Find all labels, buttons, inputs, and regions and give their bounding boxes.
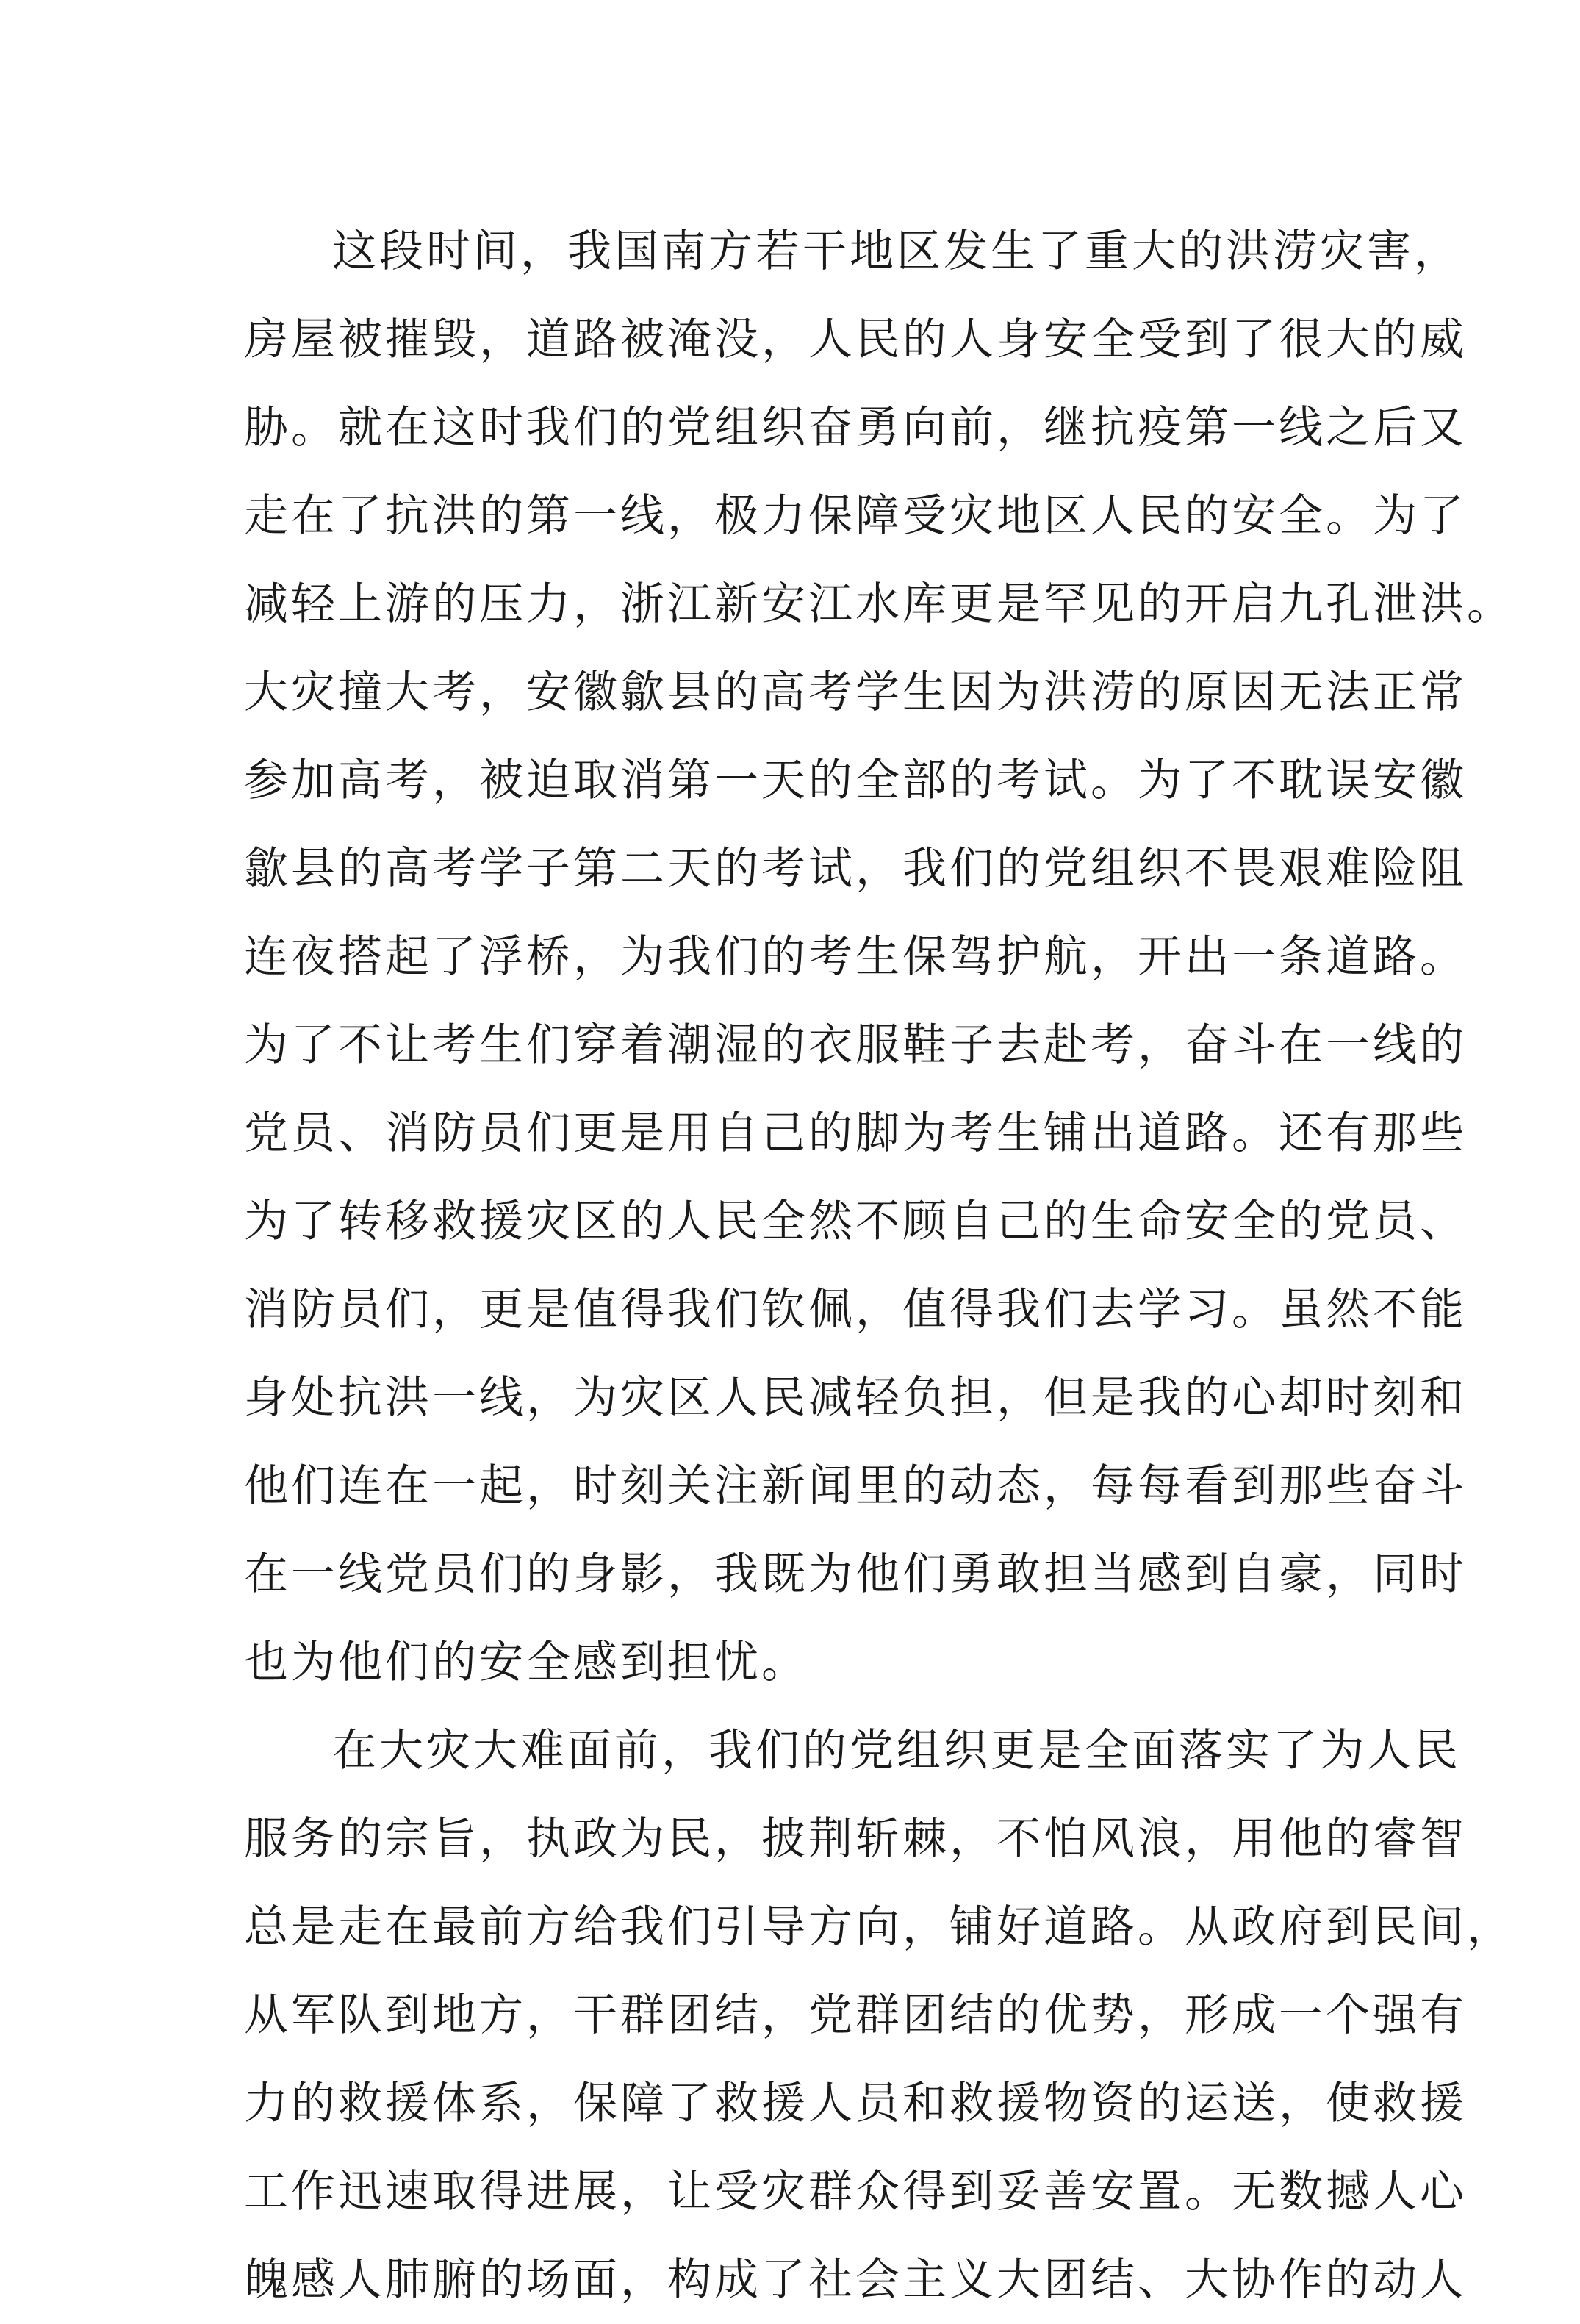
paragraph-1-line: 这段时间，我国南方若干地区发生了重大的洪涝灾害， xyxy=(332,226,1461,277)
paragraph-2-line: 从军队到地方，干群团结，党群团结的优势，形成一个强有 xyxy=(244,1990,1467,2041)
paragraph-1-line: 大灾撞大考，安徽歙县的高考学生因为洪涝的原因无法正常 xyxy=(244,667,1467,718)
paragraph-1-line: 胁。就在这时我们的党组织奋勇向前，继抗疫第一线之后又 xyxy=(244,402,1467,453)
paragraph-1-line: 身处抗洪一线，为灾区人民减轻负担，但是我的心却时刻和 xyxy=(244,1372,1467,1424)
paragraph-2-line: 总是走在最前方给我们引导方向，铺好道路。从政府到民间， xyxy=(244,1901,1514,1953)
paragraph-1-line: 他们连在一起，时刻关注新闻里的动态，每每看到那些奋斗 xyxy=(244,1460,1467,1512)
paragraph-1-line: 房屋被摧毁，道路被淹没，人民的人身安全受到了很大的威 xyxy=(244,314,1467,365)
paragraph-1-line: 为了转移救援灾区的人民全然不顾自己的生命安全的党员、 xyxy=(244,1196,1467,1247)
paragraph-1-line: 减轻上游的压力，浙江新安江水库更是罕见的开启九孔泄洪。 xyxy=(244,578,1514,630)
paragraph-1-line: 消防员们，更是值得我们钦佩，值得我们去学习。虽然不能 xyxy=(244,1284,1467,1335)
paragraph-2-line: 魄感人肺腑的场面，构成了社会主义大团结、大协作的动人 xyxy=(244,2254,1467,2306)
paragraph-1-line: 为了不让考生们穿着潮湿的衣服鞋子去赴考，奋斗在一线的 xyxy=(244,1019,1467,1071)
paragraph-2-line: 工作迅速取得进展，让受灾群众得到妥善安置。无数撼人心 xyxy=(244,2166,1467,2217)
paragraph-1-line: 歙县的高考学子第二天的考试，我们的党组织不畏艰难险阻 xyxy=(244,843,1467,894)
paragraph-1-line: 也为他们的安全感到担忧。 xyxy=(244,1637,808,1688)
paragraph-2-line: 在大灾大难面前，我们的党组织更是全面落实了为人民 xyxy=(332,1725,1461,1776)
body-text xyxy=(244,207,1514,2324)
paragraph-1-line: 在一线党员们的身影，我既为他们勇敢担当感到自豪，同时 xyxy=(244,1549,1467,1600)
paragraph-1-line: 连夜搭起了浮桥，为我们的考生保驾护航，开出一条道路。 xyxy=(244,931,1467,983)
paragraph-1-line: 党员、消防员们更是用自己的脚为考生铺出道路。还有那些 xyxy=(244,1108,1467,1159)
paragraph-2-line: 力的救援体系，保障了救援人员和救援物资的运送，使救援 xyxy=(244,2078,1467,2129)
paragraph-2-line: 服务的宗旨，执政为民，披荆斩棘，不怕风浪，用他的睿智 xyxy=(244,1813,1467,1865)
paragraph-1-line: 走在了抗洪的第一线，极力保障受灾地区人民的安全。为了 xyxy=(244,490,1467,542)
paragraph-1-line: 参加高考，被迫取消第一天的全部的考试。为了不耽误安徽 xyxy=(244,755,1467,806)
